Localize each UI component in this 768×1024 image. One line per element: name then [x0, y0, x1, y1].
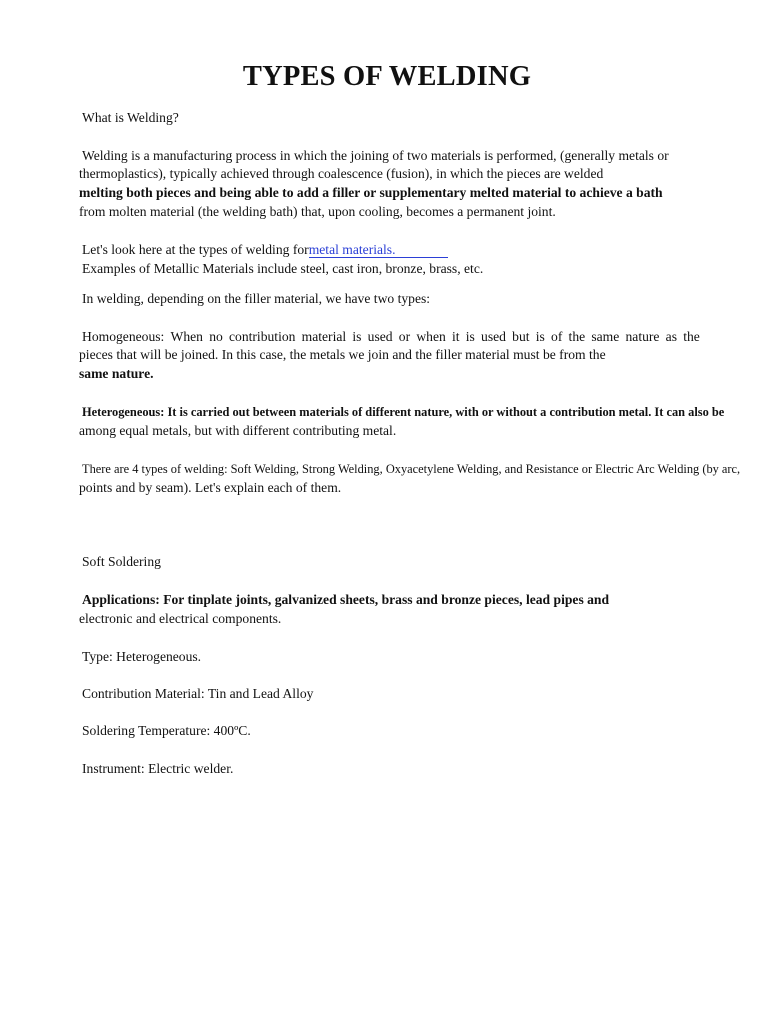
- homogeneous-word: it: [451, 329, 460, 344]
- definition-line-3: melting both pieces and being able to add a filler or supplementary melted material to achieve a bath: [79, 185, 663, 200]
- homogeneous-line-1: [82, 328, 700, 346]
- soft-soldering-temperature: Soldering Temperature: 400ºC.: [82, 723, 251, 738]
- soft-soldering-contribution: Contribution Material: Tin and Lead Alloy: [82, 686, 314, 701]
- metal-examples-line: Examples of Metallic Materials include steel, cast iron, bronze, brass, etc.: [82, 261, 484, 276]
- heterogeneous-line-1: Heterogeneous: It is carried out between materials of different nature, with or without a contribution metal. It can also be: [82, 405, 725, 419]
- soft-soldering-applications-cont: electronic and electrical components.: [79, 611, 282, 626]
- metal-intro-line: [82, 241, 448, 259]
- homogeneous-word: or: [398, 329, 411, 344]
- homogeneous-word: material: [301, 329, 347, 344]
- types-summary-line-1: There are 4 types of welding: Soft Welding, Strong Welding, Oxyacetylene Welding, and Resistance or Electric Arc Welding (by arc,: [82, 462, 741, 476]
- homogeneous-word: but: [512, 329, 530, 344]
- what-is-heading: What is Welding?: [82, 110, 179, 125]
- soft-soldering-heading: Soft Soldering: [82, 554, 161, 569]
- homogeneous-word: as: [665, 329, 677, 344]
- homogeneous-word: is: [535, 329, 545, 344]
- soft-soldering-type: Type: Heterogeneous.: [82, 649, 202, 664]
- metal-intro-text: Let's look here at the types of welding for: [82, 242, 309, 257]
- homogeneous-word: used: [481, 329, 506, 344]
- definition-line-1: Welding is a manufacturing process in which the joining of two materials is performed, (generally metals or: [82, 148, 669, 163]
- homogeneous-word: Homogeneous:: [82, 329, 165, 344]
- homogeneous-word: contribution: [228, 329, 296, 344]
- definition-line-2: thermoplastics), typically achieved through coalescence (fusion), in which the pieces are welded: [79, 166, 604, 181]
- soft-soldering-instrument: Instrument: Electric welder.: [82, 761, 234, 776]
- filler-intro-line: In welding, depending on the filler material, we have two types:: [82, 291, 431, 306]
- homogeneous-word: of: [551, 329, 563, 344]
- homogeneous-line-3: same nature.: [79, 366, 154, 381]
- homogeneous-line-2: pieces that will be joined. In this case, the metals we join and the filler material must be from the: [79, 347, 606, 362]
- types-summary-line-2: points and by seam). Let's explain each of them.: [79, 480, 342, 495]
- homogeneous-word: is: [465, 329, 475, 344]
- homogeneous-word: when: [416, 329, 446, 344]
- metal-materials-link[interactable]: metal materials.: [309, 242, 448, 258]
- heterogeneous-line-2: among equal metals, but with different contributing metal.: [79, 423, 397, 438]
- homogeneous-word: no: [209, 329, 223, 344]
- homogeneous-word: nature: [625, 329, 660, 344]
- definition-line-4: from molten material (the welding bath) that, upon cooling, becomes a permanent joint.: [79, 204, 556, 219]
- homogeneous-word: When: [170, 329, 203, 344]
- homogeneous-word: is: [352, 329, 362, 344]
- document-title: TYPES OF WELDING: [242, 61, 532, 92]
- homogeneous-word: the: [568, 329, 586, 344]
- homogeneous-word: the: [683, 329, 700, 344]
- soft-soldering-applications: Applications: For tinplate joints, galvanized sheets, brass and bronze pieces, lead pipes and: [82, 592, 610, 607]
- homogeneous-word: used: [367, 329, 393, 344]
- homogeneous-word: same: [591, 329, 620, 344]
